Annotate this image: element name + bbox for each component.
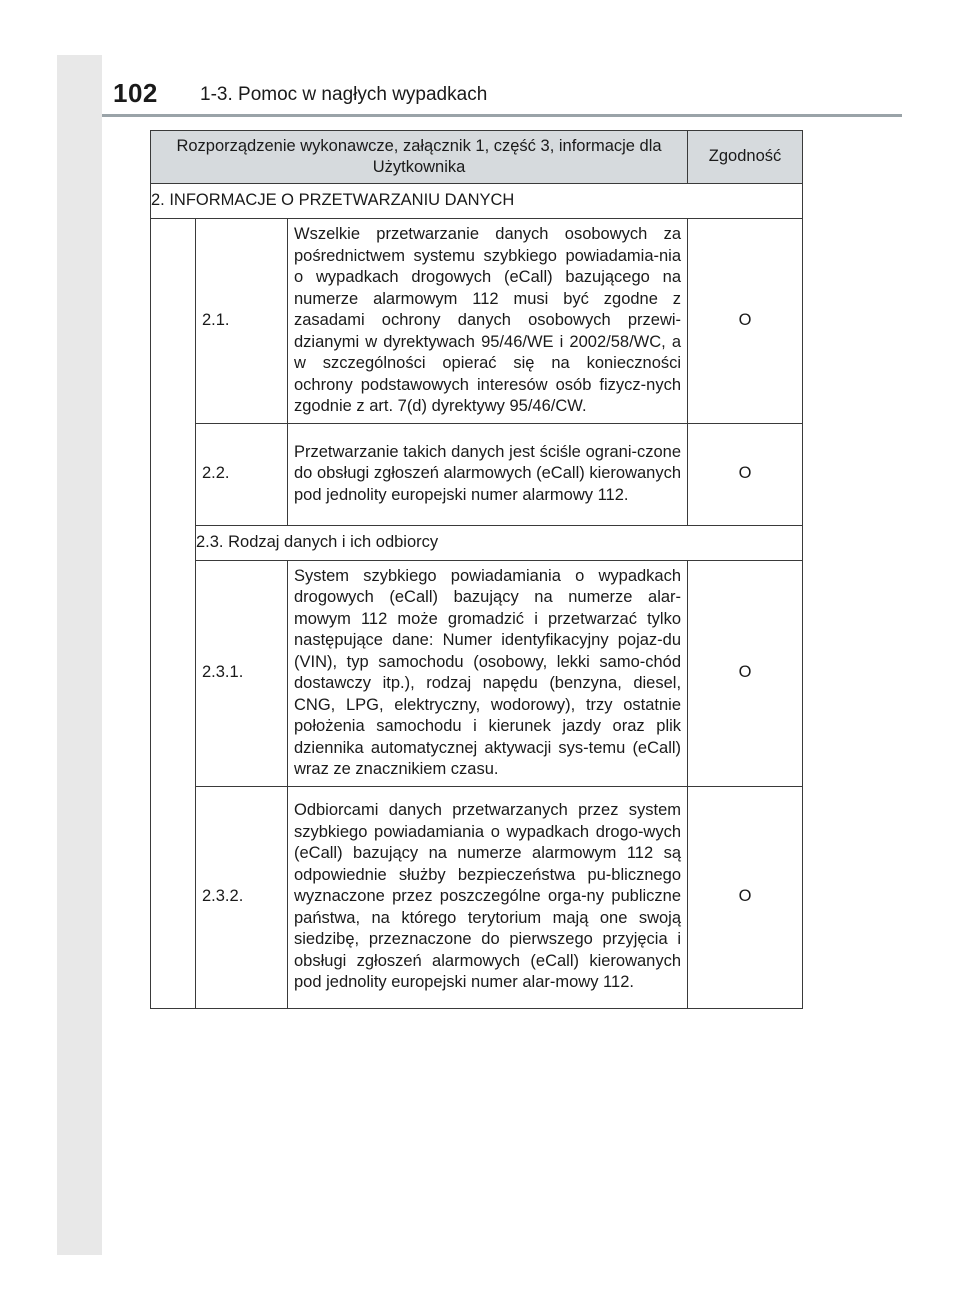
row-text: Przetwarzanie takich danych jest ściśle ograni-czone do obsługi zgłoszeń alarmowych (eCall) kierowanych pod jednolity europejski numer alarmowy 112. <box>288 423 688 525</box>
row-compliance: O <box>688 219 803 424</box>
subsection-heading: 2.3. Rodzaj danych i ich odbiorcy <box>196 525 803 560</box>
row-text: Odbiorcami danych przetwarzanych przez system szybkiego powiadamiania o wypadkach drogo-wych (eCall) bazujący na numerze alarmowym 112 są odpowiednie służby bezpieczeństwa pu-blicznego wyznaczone przez poszczególne orga-ny publiczne państwa, na którego terytorium mają one swoją siedzibę, przeznaczone do pierwszego przyjęcia i obsługi zgłoszeń alarmowych (eCall) kierowanych pod jednolity europejski numer alar-mowy 112. <box>288 786 688 1008</box>
table-row <box>151 219 803 424</box>
row-number: 2.1. <box>196 219 288 424</box>
row-compliance: O <box>688 423 803 525</box>
header-divider <box>102 114 902 117</box>
page-margin-band <box>57 55 102 1255</box>
row-text: System szybkiego powiadamiania o wypadkach drogowych (eCall) bazujący na numerze alar-mowym 112 może gromadzić i przetwarzać tylko następujące dane: Numer identyfikacyjny pojaz-du (VIN), typ samochodu (osobowy, lekki samo-chód dostawczy itp.), rodzaj napędu (benzyna, diesel, CNG, LPG, elektryczny, wodorowy), trzy ostatnie położenia samochodu i kierunek jazdy oraz plik dziennika automatycznej aktywacji sys-temu (eCall) wraz ze znacznikiem czasu. <box>288 560 688 786</box>
row-number: 2.3.2. <box>196 786 288 1008</box>
section-heading-row <box>151 184 803 219</box>
column-header-requirement: Rozporządzenie wykonawcze, załącznik 1, część 3, informacje dla Użytkownika <box>151 131 688 184</box>
table-header-row <box>151 131 803 184</box>
row-compliance: O <box>688 560 803 786</box>
column-header-compliance: Zgodność <box>688 131 803 184</box>
subsection-heading-row <box>151 525 803 560</box>
row-text: Wszelkie przetwarzanie danych osobowych za pośrednictwem systemu szybkiego powiadamia-nia o wypadkach drogowych (eCall) bazującego na numerze alarmowym 112 musi być zgodne z zasadami ochrony danych osobowych przewi-dzianymi w dyrektywach 95/46/WE i 2002/58/WC, a w szczególności opierać się na konieczności ochrony podstawowych interesów osób fizycz-nych zgodnie z art. 7(d) dyrektywy 95/46/CW. <box>288 219 688 424</box>
indent-cell <box>151 219 196 1009</box>
row-compliance: O <box>688 786 803 1008</box>
table-row <box>151 560 803 786</box>
row-number: 2.2. <box>196 423 288 525</box>
section-title: 1-3. Pomoc w nagłych wypadkach <box>200 84 488 105</box>
row-number: 2.3.1. <box>196 560 288 786</box>
table-row <box>151 423 803 525</box>
compliance-table <box>150 130 803 1009</box>
page-number: 102 <box>113 78 158 108</box>
section-heading: 2. INFORMACJE O PRZETWARZANIU DANYCH <box>151 184 803 219</box>
table-row <box>151 786 803 1008</box>
